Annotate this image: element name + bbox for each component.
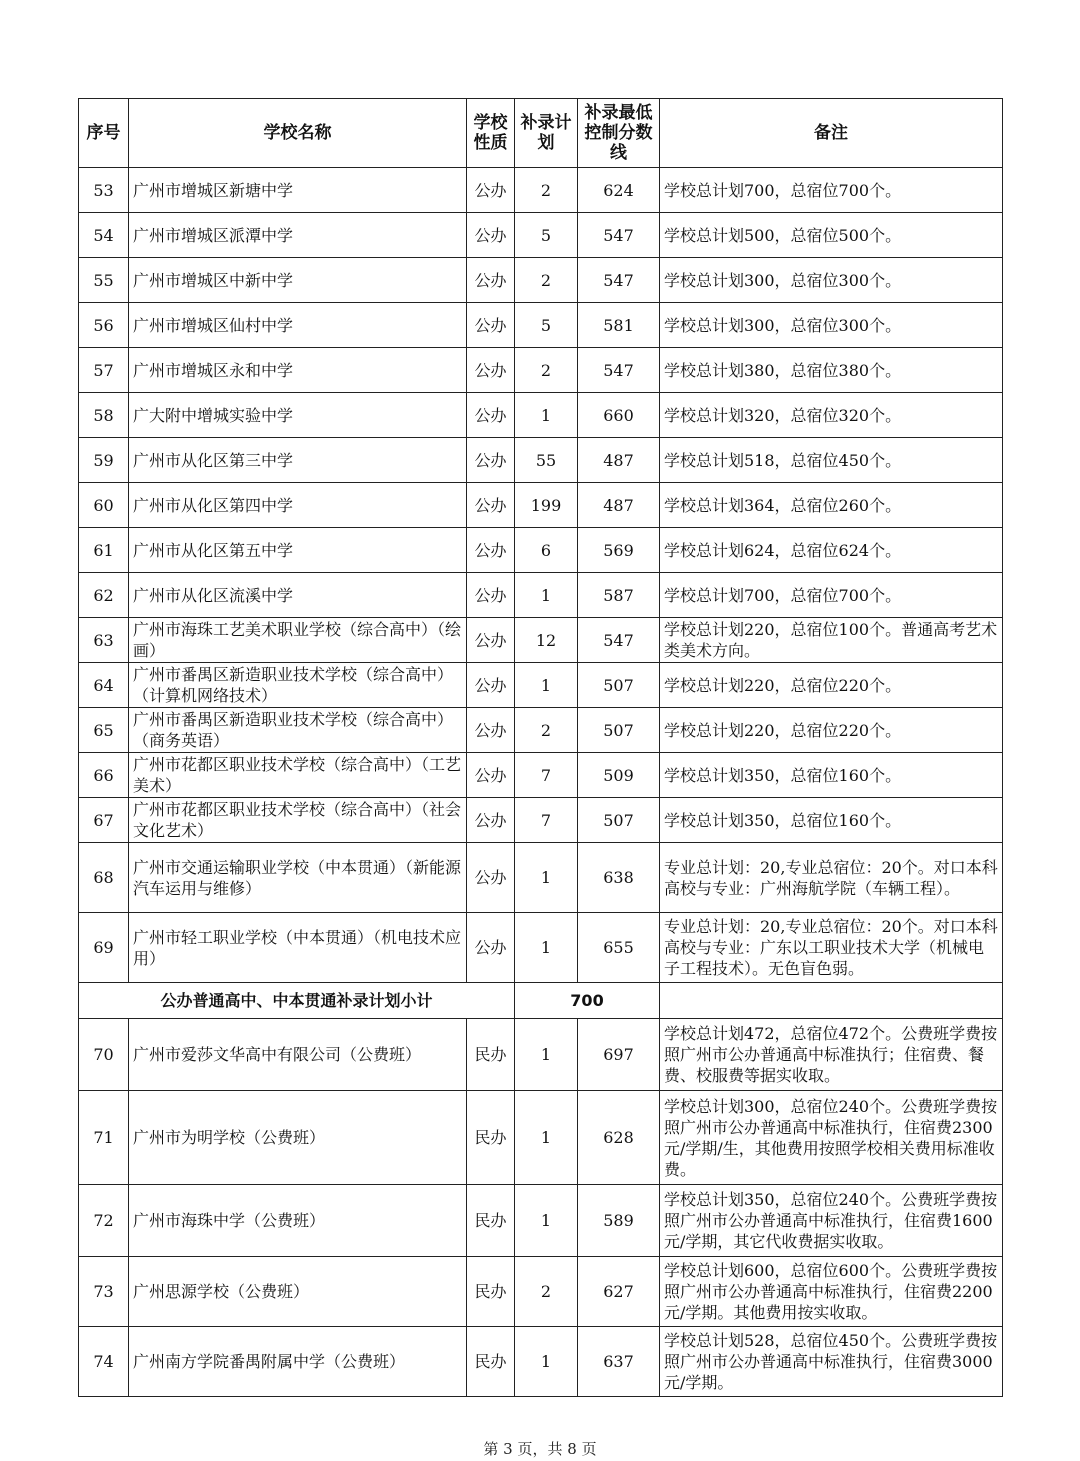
table-row xyxy=(79,708,1003,753)
school-name: 广州市番禺区新造职业技术学校（综合高中）（商务英语） xyxy=(129,708,467,753)
plan-count: 199 xyxy=(515,483,578,528)
min-score: 547 xyxy=(578,348,660,393)
row-no: 58 xyxy=(79,393,129,438)
page-footer: 第 3 页，共 8 页 xyxy=(483,1440,597,1458)
note: 学校总计划320，总宿位320个。 xyxy=(660,393,1003,438)
school-type: 公办 xyxy=(467,258,515,303)
school-name: 广州市海珠中学（公费班） xyxy=(129,1185,467,1257)
min-score: 697 xyxy=(578,1019,660,1091)
min-score: 547 xyxy=(578,258,660,303)
table-row xyxy=(79,438,1003,483)
school-type: 公办 xyxy=(467,528,515,573)
admission-table xyxy=(78,98,1003,1397)
row-no: 61 xyxy=(79,528,129,573)
min-score: 589 xyxy=(578,1185,660,1257)
school-type: 民办 xyxy=(467,1257,515,1327)
note: 学校总计划300，总宿位240个。公费班学费按照广州市公办普通高中标准执行，住宿费2300元/学期/生，其他费用按照学校相关费用标准收费。 xyxy=(660,1091,1003,1185)
school-type: 公办 xyxy=(467,913,515,983)
table-row xyxy=(79,618,1003,663)
school-type: 公办 xyxy=(467,798,515,843)
school-type: 民办 xyxy=(467,1019,515,1091)
min-score: 660 xyxy=(578,393,660,438)
school-name: 广州市增城区新塘中学 xyxy=(129,168,467,213)
table-row xyxy=(79,348,1003,393)
plan-count: 2 xyxy=(515,1257,578,1327)
row-no: 67 xyxy=(79,798,129,843)
plan-count: 55 xyxy=(515,438,578,483)
plan-count: 5 xyxy=(515,213,578,258)
school-name: 广州思源学校（公费班） xyxy=(129,1257,467,1327)
school-type: 公办 xyxy=(467,168,515,213)
min-score: 587 xyxy=(578,573,660,618)
school-type: 公办 xyxy=(467,618,515,663)
note: 学校总计划300，总宿位300个。 xyxy=(660,303,1003,348)
note: 学校总计划350，总宿位160个。 xyxy=(660,798,1003,843)
table-row xyxy=(79,798,1003,843)
min-score: 509 xyxy=(578,753,660,798)
min-score: 655 xyxy=(578,913,660,983)
school-type: 公办 xyxy=(467,393,515,438)
school-name: 广州市增城区中新中学 xyxy=(129,258,467,303)
school-name: 广州南方学院番禺附属中学（公费班） xyxy=(129,1327,467,1397)
row-no: 62 xyxy=(79,573,129,618)
row-no: 63 xyxy=(79,618,129,663)
plan-count: 1 xyxy=(515,573,578,618)
note: 专业总计划：20,专业总宿位：20个。对口本科高校与专业：广州海航学院（车辆工程）。 xyxy=(660,843,1003,913)
plan-count: 5 xyxy=(515,303,578,348)
note: 学校总计划700，总宿位700个。 xyxy=(660,573,1003,618)
row-no: 73 xyxy=(79,1257,129,1327)
school-name: 广州市番禺区新造职业技术学校（综合高中）（计算机网络技术） xyxy=(129,663,467,708)
note: 专业总计划：20,专业总宿位：20个。对口本科高校与专业：广东以工职业技术大学（机械电子工程技术）。无色盲色弱。 xyxy=(660,913,1003,983)
note: 学校总计划528，总宿位450个。公费班学费按照广州市公办普通高中标准执行，住宿费3000元/学期。 xyxy=(660,1327,1003,1397)
note: 学校总计划220，总宿位100个。普通高考艺术类美术方向。 xyxy=(660,618,1003,663)
header-min-score: 补录最低控制分数线 xyxy=(578,99,660,168)
school-name: 广州市爱莎文华高中有限公司（公费班） xyxy=(129,1019,467,1091)
table-row xyxy=(79,303,1003,348)
row-no: 70 xyxy=(79,1019,129,1091)
note: 学校总计划220，总宿位220个。 xyxy=(660,708,1003,753)
plan-count: 1 xyxy=(515,913,578,983)
table-row xyxy=(79,1327,1003,1397)
school-type: 公办 xyxy=(467,213,515,258)
row-no: 69 xyxy=(79,913,129,983)
header-no: 序号 xyxy=(79,99,129,168)
table-row xyxy=(79,573,1003,618)
note: 学校总计划500，总宿位500个。 xyxy=(660,213,1003,258)
plan-count: 7 xyxy=(515,753,578,798)
plan-count: 12 xyxy=(515,618,578,663)
school-type: 民办 xyxy=(467,1185,515,1257)
school-type: 公办 xyxy=(467,708,515,753)
school-type: 民办 xyxy=(467,1327,515,1397)
table-row xyxy=(79,1091,1003,1185)
header-school-name: 学校名称 xyxy=(129,99,467,168)
header-school-type: 学校性质 xyxy=(467,99,515,168)
header-note: 备注 xyxy=(660,99,1003,168)
school-name: 广州市从化区第四中学 xyxy=(129,483,467,528)
table-row xyxy=(79,393,1003,438)
table-row xyxy=(79,483,1003,528)
min-score: 637 xyxy=(578,1327,660,1397)
min-score: 628 xyxy=(578,1091,660,1185)
min-score: 547 xyxy=(578,618,660,663)
subtotal-label: 公办普通高中、中本贯通补录计划小计 xyxy=(79,983,515,1019)
note: 学校总计划350，总宿位240个。公费班学费按照广州市公办普通高中标准执行，住宿费1600元/学期，其它代收费据实收取。 xyxy=(660,1185,1003,1257)
plan-count: 1 xyxy=(515,1091,578,1185)
min-score: 507 xyxy=(578,798,660,843)
row-no: 57 xyxy=(79,348,129,393)
plan-count: 2 xyxy=(515,348,578,393)
table-row xyxy=(79,753,1003,798)
min-score: 627 xyxy=(578,1257,660,1327)
plan-count: 1 xyxy=(515,1327,578,1397)
plan-count: 1 xyxy=(515,663,578,708)
plan-count: 7 xyxy=(515,798,578,843)
school-name: 广州市海珠工艺美术职业学校（综合高中）（绘画） xyxy=(129,618,467,663)
min-score: 547 xyxy=(578,213,660,258)
school-type: 公办 xyxy=(467,753,515,798)
school-type: 公办 xyxy=(467,573,515,618)
min-score: 487 xyxy=(578,438,660,483)
table-row xyxy=(79,663,1003,708)
row-no: 60 xyxy=(79,483,129,528)
table-row xyxy=(79,1257,1003,1327)
note: 学校总计划518，总宿位450个。 xyxy=(660,438,1003,483)
min-score: 507 xyxy=(578,663,660,708)
row-no: 54 xyxy=(79,213,129,258)
school-type: 公办 xyxy=(467,663,515,708)
min-score: 487 xyxy=(578,483,660,528)
min-score: 624 xyxy=(578,168,660,213)
table-row xyxy=(79,213,1003,258)
row-no: 55 xyxy=(79,258,129,303)
row-no: 59 xyxy=(79,438,129,483)
school-type: 公办 xyxy=(467,303,515,348)
school-name: 广州市轻工职业学校（中本贯通）（机电技术应用） xyxy=(129,913,467,983)
note: 学校总计划220，总宿位220个。 xyxy=(660,663,1003,708)
school-name: 广州市增城区永和中学 xyxy=(129,348,467,393)
min-score: 569 xyxy=(578,528,660,573)
plan-count: 2 xyxy=(515,708,578,753)
table-body xyxy=(79,168,1003,1397)
table-header-row xyxy=(79,99,1003,168)
min-score: 581 xyxy=(578,303,660,348)
table-row xyxy=(79,913,1003,983)
plan-count: 1 xyxy=(515,393,578,438)
row-no: 53 xyxy=(79,168,129,213)
note: 学校总计划350，总宿位160个。 xyxy=(660,753,1003,798)
table-row xyxy=(79,1019,1003,1091)
row-no: 64 xyxy=(79,663,129,708)
subtotal-note xyxy=(660,983,1003,1019)
note: 学校总计划364，总宿位260个。 xyxy=(660,483,1003,528)
subtotal-value: 700 xyxy=(515,983,660,1019)
note: 学校总计划472，总宿位472个。公费班学费按照广州市公办普通高中标准执行；住宿费、餐费、校服费等据实收取。 xyxy=(660,1019,1003,1091)
school-name: 广州市增城区派潭中学 xyxy=(129,213,467,258)
school-type: 公办 xyxy=(467,438,515,483)
school-type: 民办 xyxy=(467,1091,515,1185)
school-name: 广州市从化区第五中学 xyxy=(129,528,467,573)
note: 学校总计划300，总宿位300个。 xyxy=(660,258,1003,303)
school-name: 广州市为明学校（公费班） xyxy=(129,1091,467,1185)
school-name: 广大附中增城实验中学 xyxy=(129,393,467,438)
table-row xyxy=(79,258,1003,303)
row-no: 65 xyxy=(79,708,129,753)
school-name: 广州市交通运输职业学校（中本贯通）（新能源汽车运用与维修） xyxy=(129,843,467,913)
row-no: 56 xyxy=(79,303,129,348)
plan-count: 2 xyxy=(515,258,578,303)
note: 学校总计划700，总宿位700个。 xyxy=(660,168,1003,213)
school-name: 广州市增城区仙村中学 xyxy=(129,303,467,348)
school-type: 公办 xyxy=(467,843,515,913)
row-no: 71 xyxy=(79,1091,129,1185)
min-score: 507 xyxy=(578,708,660,753)
header-plan: 补录计划 xyxy=(515,99,578,168)
school-name: 广州市从化区流溪中学 xyxy=(129,573,467,618)
min-score: 638 xyxy=(578,843,660,913)
table-row xyxy=(79,528,1003,573)
plan-count: 6 xyxy=(515,528,578,573)
row-no: 74 xyxy=(79,1327,129,1397)
school-name: 广州市从化区第三中学 xyxy=(129,438,467,483)
row-no: 66 xyxy=(79,753,129,798)
table-row xyxy=(79,168,1003,213)
plan-count: 2 xyxy=(515,168,578,213)
school-name: 广州市花都区职业技术学校（综合高中）（工艺美术） xyxy=(129,753,467,798)
note: 学校总计划600，总宿位600个。公费班学费按照广州市公办普通高中标准执行，住宿费2200元/学期。其他费用按实收取。 xyxy=(660,1257,1003,1327)
note: 学校总计划380，总宿位380个。 xyxy=(660,348,1003,393)
subtotal-row xyxy=(79,983,1003,1019)
school-type: 公办 xyxy=(467,483,515,528)
table-row xyxy=(79,843,1003,913)
row-no: 72 xyxy=(79,1185,129,1257)
note: 学校总计划624，总宿位624个。 xyxy=(660,528,1003,573)
school-type: 公办 xyxy=(467,348,515,393)
plan-count: 1 xyxy=(515,1019,578,1091)
row-no: 68 xyxy=(79,843,129,913)
plan-count: 1 xyxy=(515,1185,578,1257)
plan-count: 1 xyxy=(515,843,578,913)
school-name: 广州市花都区职业技术学校（综合高中）（社会文化艺术） xyxy=(129,798,467,843)
table-row xyxy=(79,1185,1003,1257)
